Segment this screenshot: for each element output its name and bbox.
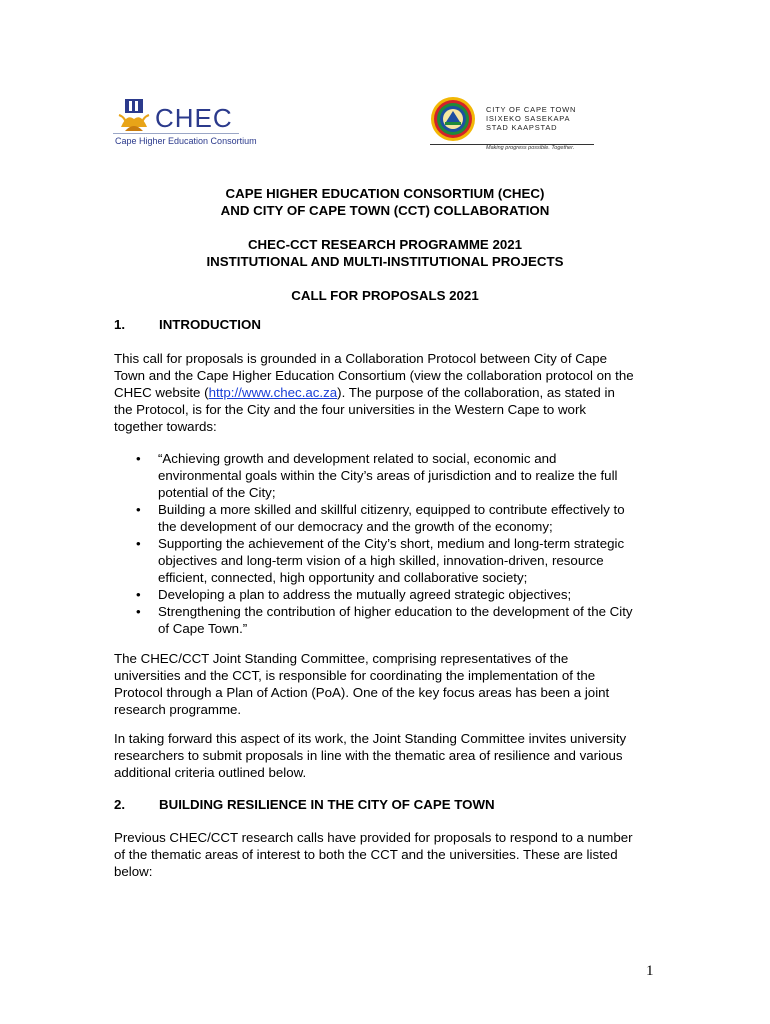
city-of-cape-town-logo	[428, 96, 598, 150]
bullet-icon: •	[136, 604, 141, 619]
city-seal-icon	[430, 96, 476, 142]
objectives-list	[114, 450, 659, 637]
document-title	[0, 185, 770, 219]
list-item-line: the development of our democracy and the growth of the economy;	[158, 519, 553, 534]
section-2-paragraph	[114, 829, 659, 880]
list-item	[114, 586, 659, 603]
title-line-2: AND CITY OF CAPE TOWN (CCT) COLLABORATION	[220, 203, 550, 218]
list-item	[114, 450, 659, 501]
programme-line-2: INSTITUTIONAL AND MULTI-INSTITUTIONAL PROJECTS	[206, 254, 564, 269]
paragraph-line: The CHEC/CCT Joint Standing Committee, comprising representatives of the	[114, 651, 569, 666]
list-item	[114, 535, 659, 586]
list-item	[114, 603, 659, 637]
programme-heading	[0, 236, 770, 270]
call-line: CALL FOR PROPOSALS 2021	[291, 288, 479, 303]
chec-subtitle: Cape Higher Education Consortium	[115, 136, 257, 146]
list-item	[114, 501, 659, 535]
intro-line: together towards:	[114, 419, 217, 434]
list-item-line: Supporting the achievement of the City’s short, medium and long-term strategic	[158, 536, 625, 551]
section-1-title: INTRODUCTION	[159, 317, 261, 332]
list-item-line: Developing a plan to address the mutually agreed strategic objectives;	[158, 587, 572, 602]
section-2-number: 2.	[114, 797, 126, 812]
paragraph-line: research programme.	[114, 702, 242, 717]
section-1-number: 1.	[114, 317, 126, 332]
chec-wordmark: CHEC	[155, 103, 233, 133]
city-name-afrikaans: STAD KAAPSTAD	[486, 123, 558, 132]
chec-website-link[interactable]: http://www.chec.ac.za	[208, 385, 338, 400]
paragraph-line: additional criteria outlined below.	[114, 765, 307, 780]
intro-line: Town and the Cape Higher Education Consortium (view the collaboration protocol on the	[114, 368, 634, 383]
intro-text: CHEC website (	[114, 385, 209, 400]
chec-logo	[113, 95, 257, 153]
intro-line: This call for proposals is grounded in a Collaboration Protocol between City of Cape	[114, 351, 607, 366]
list-item-line: potential of the City;	[158, 485, 276, 500]
paragraph-line: In taking forward this aspect of its work, the Joint Standing Committee invites university	[114, 731, 627, 746]
list-item-line: environmental goals within the City’s areas of jurisdiction and to realize the full	[158, 468, 618, 483]
list-item-line: of Cape Town.”	[158, 621, 248, 636]
city-name-english: CITY OF CAPE TOWN	[486, 105, 577, 114]
title-line-1: CAPE HIGHER EDUCATION CONSORTIUM (CHEC)	[225, 186, 545, 201]
bullet-icon: •	[136, 502, 141, 517]
paragraph-line: of the thematic areas of interest to both the CCT and the universities. These are listed	[114, 847, 618, 862]
paragraph-line: Protocol through a Plan of Action (PoA). One of the key focus areas has been a joint	[114, 685, 610, 700]
bullet-icon: •	[136, 536, 141, 551]
city-name-xhosa: ISIXEKO SASEKAPA	[486, 114, 571, 123]
committee-paragraph	[114, 650, 659, 718]
page-number: 1	[646, 963, 654, 979]
list-item-line: efficient, connected, high opportunity and collaborative society;	[158, 570, 528, 585]
paragraph-line: below:	[114, 864, 153, 879]
programme-line-1: CHEC-CCT RESEARCH PROGRAMME 2021	[247, 237, 523, 252]
bullet-icon: •	[136, 587, 141, 602]
list-item-line: “Achieving growth and development related to social, economic and	[158, 451, 557, 466]
call-heading	[0, 287, 770, 304]
intro-text: ). The purpose of the collaboration, as stated in	[337, 385, 615, 400]
city-tagline: Making progress possible. Together.	[486, 145, 575, 151]
intro-line: the Protocol, is for the City and the four universities in the Western Cape to work	[114, 402, 587, 417]
invitation-paragraph	[114, 730, 659, 781]
chec-emblem-icon	[117, 97, 151, 133]
intro-paragraph	[114, 350, 659, 435]
paragraph-line: universities and the CCT, is responsible for coordinating the implementation of the	[114, 668, 596, 683]
section-2-title: BUILDING RESILIENCE IN THE CITY OF CAPE TOWN	[159, 797, 495, 812]
city-names	[486, 105, 576, 132]
paragraph-line: Previous CHEC/CCT research calls have provided for proposals to respond to a number	[114, 830, 633, 845]
list-item-line: objectives and long-term vision of a high skilled, innovation-driven, resource	[158, 553, 604, 568]
paragraph-line: researchers to submit proposals in line with the thematic area of resilience and various	[114, 748, 623, 763]
list-item-line: Strengthening the contribution of higher education to the development of the City	[158, 604, 633, 619]
intro-line-with-link	[114, 384, 659, 401]
list-item-line: Building a more skilled and skillful citizenry, equipped to contribute effectively to	[158, 502, 625, 517]
bullet-icon: •	[136, 451, 141, 466]
chec-logo-rule	[113, 133, 239, 134]
